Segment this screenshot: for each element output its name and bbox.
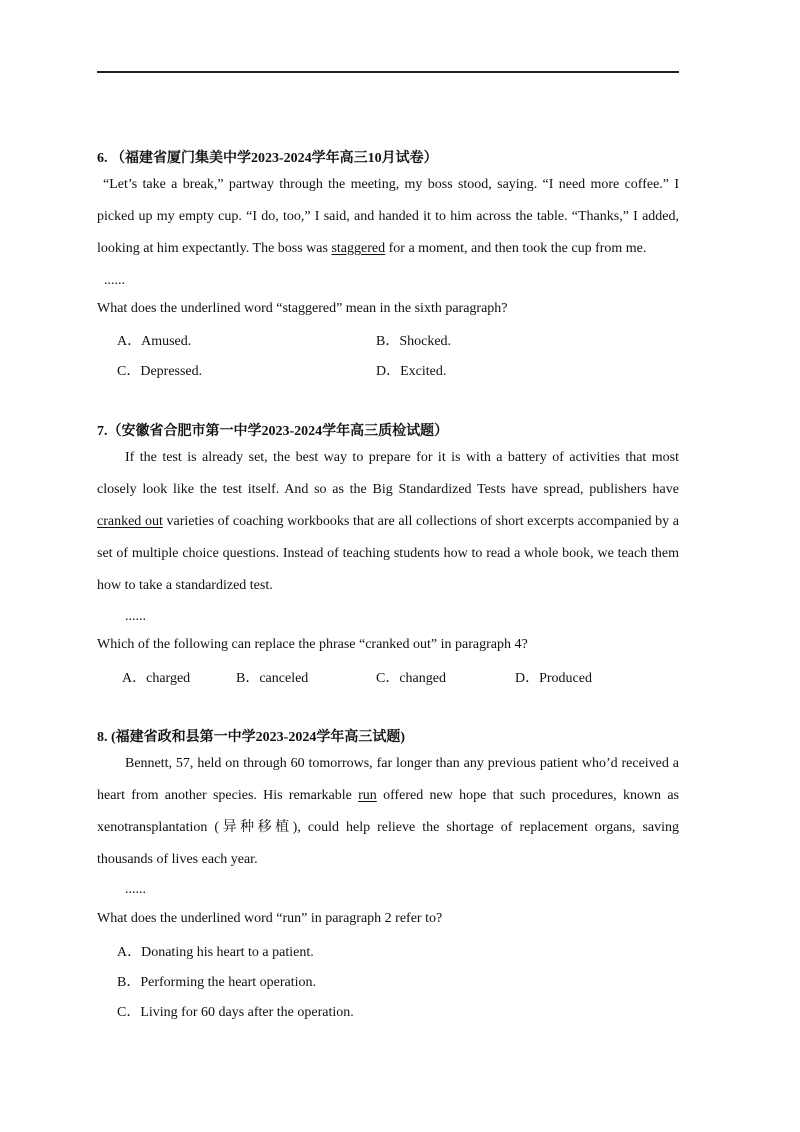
underlined-word-staggered: staggered [331,241,386,256]
question-7-passage [97,442,679,602]
question-8-ellipsis: ...... [125,882,146,897]
question-8-prompt: What does the underlined word “run” in paragraph 2 refer to? [97,911,443,926]
passage-text: offered new hope that such procedures, known as xenotransplantation (异种移植), could help relieve the shortage of replacement organs, saving thousands of lives each year. [97,788,679,867]
question-8-title: 8. (福建省政和县第一中学2023-2024学年高三试题) [97,730,405,745]
question-7-prompt: Which of the following can replace the phrase “cranked out” in paragraph 4? [97,637,528,652]
question-7-option-b[interactable]: B．canceled [236,671,309,686]
question-7-option-a[interactable]: A．charged [122,671,191,686]
question-8-passage [97,748,679,876]
header-rule [97,71,679,73]
question-8-option-c[interactable]: C．Living for 60 days after the operation. [117,1005,354,1020]
underlined-phrase-cranked-out: cranked out [97,514,163,529]
question-7-title: 7.（安徽省合肥市第一中学2023-2024学年高三质检试题） [97,424,449,439]
question-7-option-c[interactable]: C．changed [376,671,446,686]
question-6-title: 6. （福建省厦门集美中学2023-2024学年高三10月试卷） [97,151,438,166]
question-6-ellipsis: ...... [104,273,125,288]
question-6-option-d[interactable]: D．Excited. [376,364,447,379]
passage-text: for a moment, and then took the cup from me. [385,241,647,256]
question-7-option-d[interactable]: D．Produced [515,671,592,686]
question-6-passage [97,169,679,265]
question-6-prompt: What does the underlined word “staggered” mean in the sixth paragraph? [97,301,508,316]
question-7-ellipsis: ...... [125,609,146,624]
question-8-option-a[interactable]: A．Donating his heart to a patient. [117,945,314,960]
underlined-word-run: run [358,788,377,803]
question-6-option-a[interactable]: A．Amused. [117,334,192,349]
passage-text: Bennett, 57, held on through 60 tomorrows, far longer than any previous patient who’d received a heart from another species. His remarkable [97,756,679,803]
question-8-option-b[interactable]: B．Performing the heart operation. [117,975,317,990]
passage-text: varieties of coaching workbooks that are all collections of short excerpts accompanied by a set of multiple choice questions. Instead of teaching students how to read a whole book, we teach them how to take a standardized test. [97,514,679,593]
passage-text: “Let’s take a break,” partway through the meeting, my boss stood, saying. “I need more coffee.” I picked up my empty cup. “I do, too,” I said, and handed it to him across the table. “Thanks,” I added, looking at him expectantly. The boss was [97,177,679,256]
passage-text: If the test is already set, the best way to prepare for it is with a battery of activities that most closely look like the test itself. And so as the Big Standardized Tests have spread, publishers have [97,450,679,497]
question-6-option-b[interactable]: B．Shocked. [376,334,452,349]
question-6-option-c[interactable]: C．Depressed. [117,364,203,379]
